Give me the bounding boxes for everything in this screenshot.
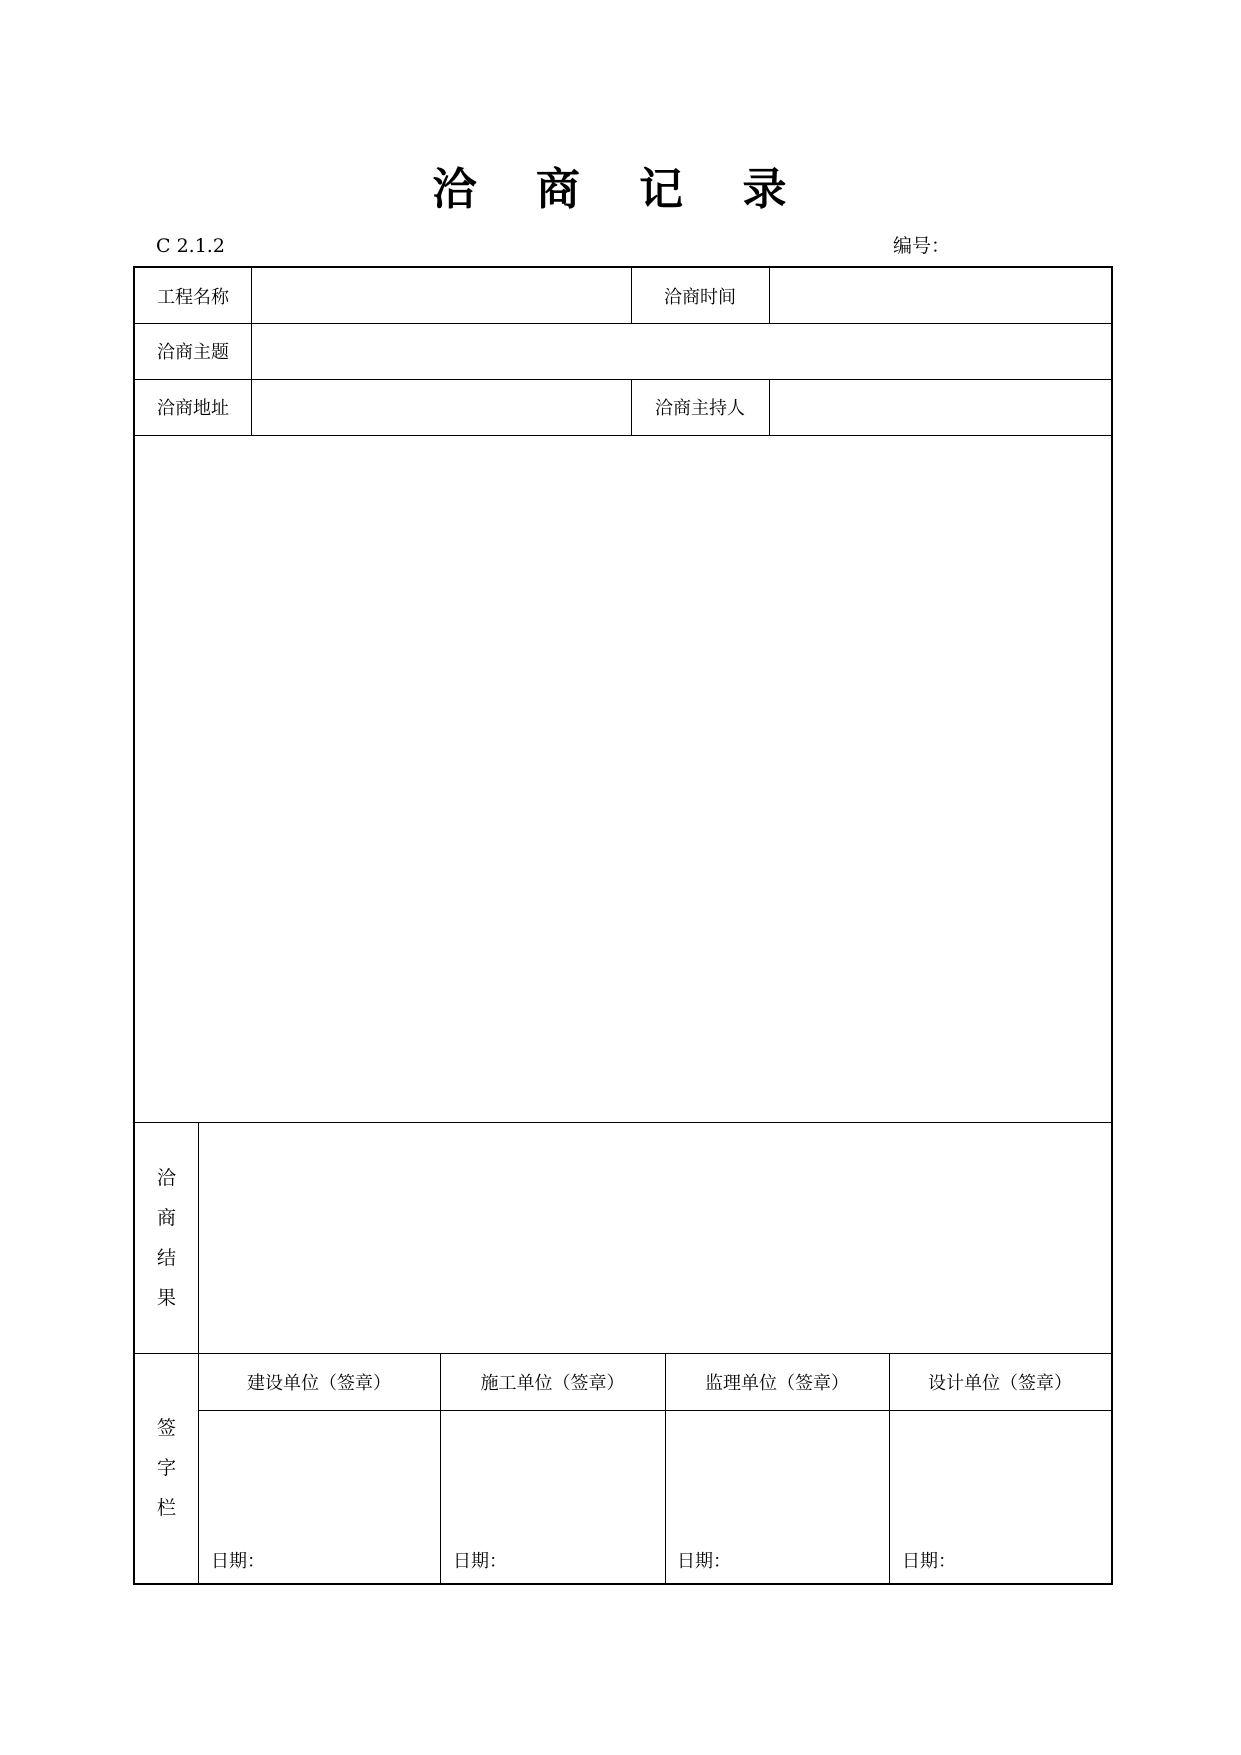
design-unit-date-label: 日期： — [902, 1551, 956, 1572]
negotiation-time-label: 洽商时间 — [664, 286, 736, 308]
contractor-unit-signature-field[interactable] — [441, 1411, 664, 1551]
supervision-unit-date-label: 日期： — [677, 1551, 731, 1572]
construction-unit-header: 建设单位（签章） — [247, 1372, 391, 1394]
design-unit-header: 设计单位（签章） — [928, 1372, 1072, 1394]
design-unit-signature-field[interactable] — [890, 1411, 1110, 1551]
result-section-label — [135, 1122, 198, 1353]
project-name-field[interactable] — [252, 269, 630, 322]
supervision-unit-signature-field[interactable] — [666, 1411, 888, 1551]
document-title: 洽 商 记 录 — [432, 164, 809, 215]
result-label-char: 果 — [156, 1286, 176, 1309]
supervision-unit-header: 监理单位（签章） — [705, 1372, 849, 1394]
negotiation-time-field[interactable] — [770, 269, 1110, 322]
project-name-label: 工程名称 — [157, 286, 229, 308]
negotiation-host-field[interactable] — [770, 380, 1110, 434]
construction-unit-date-label: 日期： — [211, 1551, 265, 1572]
form-number-label: 编号： — [893, 235, 951, 257]
negotiation-address-field[interactable] — [252, 380, 630, 434]
signature-label-char: 签 — [156, 1417, 176, 1439]
negotiation-subject-field[interactable] — [252, 324, 1110, 378]
result-label-char: 洽 — [156, 1166, 176, 1189]
signature-label-char: 字 — [156, 1457, 176, 1479]
signature-label-char: 栏 — [156, 1497, 176, 1519]
form-code: C 2.1.2 — [156, 235, 225, 257]
contractor-unit-date-label: 日期： — [453, 1551, 507, 1572]
result-label-char: 商 — [156, 1206, 176, 1229]
construction-unit-signature-field[interactable] — [199, 1411, 439, 1551]
negotiation-content-area[interactable] — [136, 436, 1110, 1121]
negotiation-result-field[interactable] — [199, 1123, 1110, 1352]
form-table — [133, 266, 1113, 1585]
negotiation-subject-label: 洽商主题 — [157, 342, 229, 363]
signature-section-label — [135, 1353, 198, 1583]
result-label-char: 结 — [156, 1246, 176, 1269]
negotiation-host-label: 洽商主持人 — [655, 398, 745, 419]
negotiation-address-label: 洽商地址 — [157, 398, 229, 419]
contractor-unit-header: 施工单位（签章） — [480, 1372, 625, 1394]
